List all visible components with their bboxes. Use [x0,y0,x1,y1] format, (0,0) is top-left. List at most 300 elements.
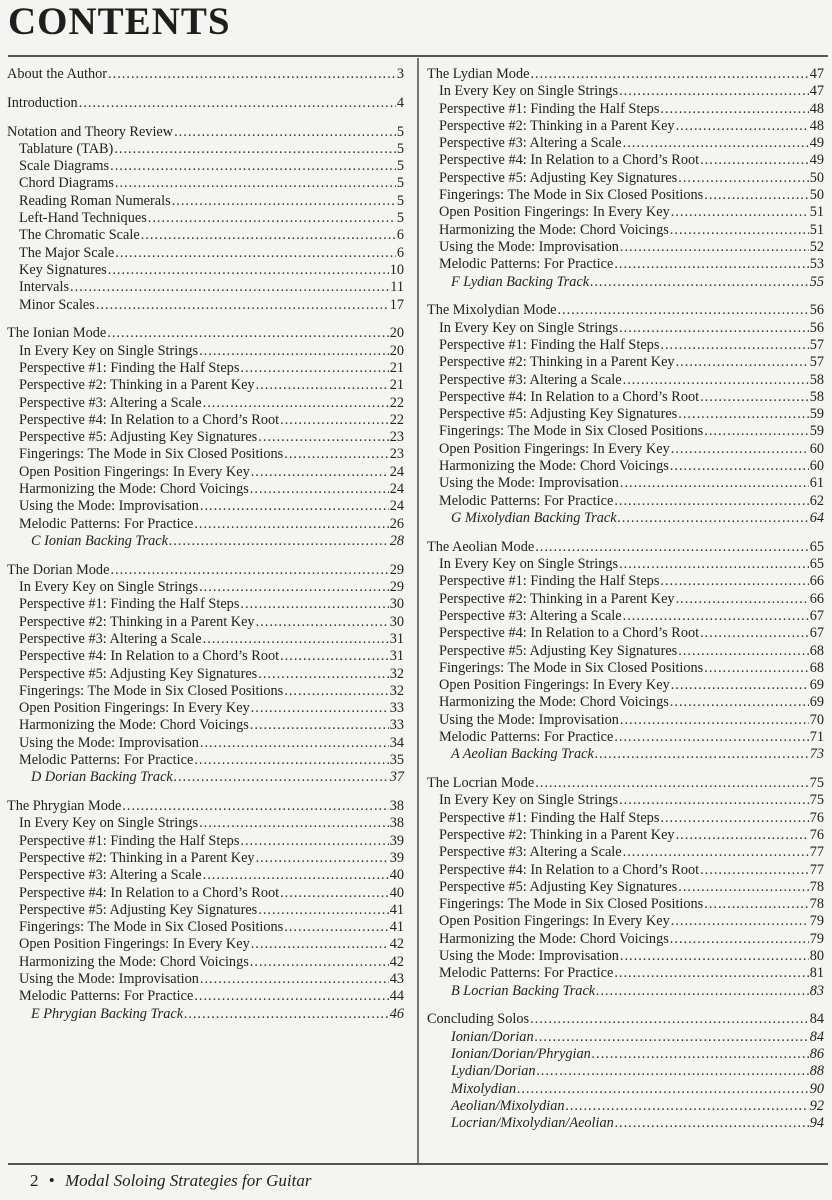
toc-section [427,66,824,291]
dot-leader [670,222,809,239]
toc-entry [7,193,404,210]
dot-leader [671,204,809,221]
dot-leader [592,1046,809,1063]
toc-entry [427,337,824,354]
toc-entry-title: Perspective #1: Finding the Half Steps [19,832,240,849]
dot-leader [619,320,809,337]
dot-leader [700,152,809,169]
toc-entry-title: Concluding Solos [427,1011,530,1028]
toc-page-number: 52 [809,238,824,255]
toc-entry-title: Open Position Fingerings: In Every Key [19,936,250,953]
toc-page-number: 5 [396,123,404,140]
toc-entry-title: C Ionian Backing Track [31,532,168,549]
toc-entry-title: Perspective #1: Finding the Half Steps [19,359,240,376]
page-number: 2 [30,1171,39,1190]
toc-page-number: 33 [389,717,404,734]
toc-page-number: 3 [396,66,404,82]
toc-entry-title: The Major Scale [19,244,115,261]
dot-leader [670,694,809,711]
toc-entry [427,152,824,169]
page-footer [30,1170,311,1192]
toc-heading [7,66,404,83]
toc-entry-title: Perspective #2: Thinking in a Parent Key [19,377,255,394]
dot-leader [700,625,809,642]
toc-entry-title: Melodic Patterns: For Practice [19,751,194,768]
toc-page-number: 38 [389,815,404,832]
toc-page-number: 37 [389,769,404,786]
toc-entry-title: Melodic Patterns: For Practice [439,256,614,273]
toc-entry-title: The Mixolydian Mode [427,302,557,319]
dot-leader [620,475,809,492]
toc-entry-title: In Every Key on Single Strings [19,579,199,596]
toc-entry-title: F Lydian Backing Track [451,273,590,290]
toc-entry-title: Intervals [19,279,70,296]
toc-entry-title: Perspective #1: Finding the Half Steps [439,809,660,826]
toc-entry [7,648,404,665]
toc-entry-title: Melodic Patterns: For Practice [19,988,194,1005]
toc-entry [427,729,824,746]
toc-page-number: 61 [809,475,824,492]
toc-entry-title: Open Position Fingerings: In Every Key [19,700,250,717]
dot-leader [614,965,808,982]
toc-entry [7,717,404,734]
toc-page-number: 29 [389,561,404,578]
toc-page-number: 51 [809,204,824,221]
toc-page-number: 73 [809,746,824,763]
dot-leader [280,648,389,665]
toc-entry [7,700,404,717]
toc-entry [7,971,404,988]
dot-leader [256,377,389,394]
dot-leader [557,302,808,319]
toc-entry-title: Open Position Fingerings: In Every Key [19,463,250,480]
toc-entry [7,614,404,631]
toc-page-number: 65 [809,556,824,573]
toc-page-number: 66 [809,573,824,590]
toc-entry [7,141,404,158]
toc-page-number: 5 [396,158,404,175]
toc-page-number: 5 [396,140,404,157]
dot-leader [108,262,389,279]
toc-page-number: 5 [396,175,404,192]
toc-entry-title: Fingerings: The Mode in Six Closed Positions [439,659,704,676]
toc-heading [7,325,404,342]
toc-track-entry [427,1029,824,1046]
toc-entry-title: Perspective #4: In Relation to a Chord’s Root [439,861,700,878]
toc-section [7,95,404,112]
footer-separator: • [48,1171,55,1190]
toc-entry-title: Melodic Patterns: For Practice [439,728,614,745]
toc-entry [427,83,824,100]
toc-right-column [427,66,824,1144]
dot-leader [623,135,809,152]
toc-entry [7,752,404,769]
toc-page-number: 66 [809,590,824,607]
toc-entry [427,643,824,660]
toc-page-number: 47 [809,66,824,82]
toc-page-number: 84 [809,1028,824,1045]
toc-page-number: 67 [809,625,824,642]
toc-entry [427,475,824,492]
toc-page-number: 11 [390,279,404,296]
toc-entry-title: Perspective #1: Finding the Half Steps [439,100,660,117]
toc-page-number: 86 [809,1046,824,1063]
toc-entry-title: Using the Mode: Improvisation [19,498,199,515]
toc-entry-title: Perspective #5: Adjusting Key Signatures [439,406,678,423]
toc-entry [7,596,404,613]
toc-entry-title: Perspective #1: Finding the Half Steps [19,596,240,613]
toc-page-number: 55 [809,273,824,290]
dot-leader [535,775,809,792]
toc-entry-title: About the Author [7,66,108,82]
toc-page-number: 68 [809,642,824,659]
dot-leader [115,175,396,192]
toc-page-number: 48 [809,100,824,117]
dot-leader [535,1029,809,1046]
dot-leader [250,481,389,498]
toc-entry-title: B Locrian Backing Track [451,982,596,999]
toc-entry-title: Harmonizing the Mode: Chord Voicings [439,458,669,475]
toc-section [7,66,404,83]
dot-leader [70,279,389,296]
toc-entry-title: Fingerings: The Mode in Six Closed Positions [439,423,704,440]
toc-entry [427,862,824,879]
dot-leader [590,274,809,291]
toc-entry-title: Mixolydian [451,1080,517,1097]
toc-entry [7,210,404,227]
dot-leader [660,101,808,118]
toc-entry-title: Open Position Fingerings: In Every Key [439,677,670,694]
toc-page-number: 20 [389,342,404,359]
dot-leader [704,423,808,440]
toc-entry-title: Open Position Fingerings: In Every Key [439,440,670,457]
toc-entry [427,170,824,187]
dot-leader [258,666,388,683]
toc-page-number: 42 [389,953,404,970]
toc-entry-title: Using the Mode: Improvisation [439,238,619,255]
dot-leader [676,118,809,135]
toc-page-number: 64 [809,509,824,526]
toc-page-number: 80 [809,948,824,965]
toc-entry [427,965,824,982]
toc-page-number: 49 [809,152,824,169]
toc-entry-title: Perspective #3: Altering a Scale [439,135,622,152]
toc-entry-title: Harmonizing the Mode: Chord Voicings [439,221,669,238]
toc-entry-title: Harmonizing the Mode: Chord Voicings [19,953,249,970]
toc-entry [427,458,824,475]
toc-entry-title: Introduction [7,94,78,111]
dot-leader [530,1011,809,1028]
toc-entry [7,175,404,192]
toc-entry-title: Perspective #3: Altering a Scale [439,844,622,861]
dot-leader [618,510,809,527]
dot-leader [250,954,389,971]
toc-entry-title: Perspective #4: In Relation to a Chord’s Root [19,884,280,901]
toc-section [427,539,824,764]
toc-page-number: 39 [389,832,404,849]
toc-section [7,124,404,314]
dot-leader [203,395,389,412]
toc-entry [427,372,824,389]
toc-entry-title: The Phrygian Mode [7,798,122,815]
toc-entry [427,406,824,423]
toc-entry [7,683,404,700]
dot-leader [108,66,396,83]
dot-leader [200,735,389,752]
toc-entry [427,204,824,221]
toc-entry [7,631,404,648]
toc-page-number: 76 [809,809,824,826]
toc-entry [7,954,404,971]
toc-page-number: 75 [809,775,824,792]
toc-entry-title: Harmonizing the Mode: Chord Voicings [19,717,249,734]
toc-entry [427,712,824,729]
toc-entry-title: Perspective #2: Thinking in a Parent Key [439,354,675,371]
toc-section [427,775,824,1000]
toc-page-number: 77 [809,861,824,878]
toc-entry-title: Fingerings: The Mode in Six Closed Positions [439,896,704,913]
toc-entry-title: In Every Key on Single Strings [439,319,619,336]
toc-entry-title: The Lydian Mode [427,66,530,82]
toc-page-number: 5 [396,210,404,227]
dot-leader [704,187,808,204]
toc-page-number: 24 [389,463,404,480]
toc-page-number: 29 [389,579,404,596]
toc-page-number: 57 [809,354,824,371]
toc-track-entry [427,983,824,1000]
dot-leader [280,412,389,429]
toc-page-number: 42 [389,936,404,953]
toc-entry-title: Perspective #3: Altering a Scale [439,371,622,388]
dot-leader [250,717,389,734]
dot-leader [174,124,396,141]
dot-leader [678,879,808,896]
dot-leader [203,631,389,648]
toc-entry [427,573,824,590]
toc-entry [7,919,404,936]
column-divider [417,58,419,1163]
toc-entry-title: E Phrygian Backing Track [31,1005,184,1022]
toc-entry-title: D Dorian Backing Track [31,769,173,786]
dot-leader [256,850,389,867]
dot-leader [671,913,809,930]
dot-leader [199,579,389,596]
toc-page-number: 38 [389,798,404,815]
toc-entry [427,844,824,861]
dot-leader [79,95,396,112]
toc-entry [7,262,404,279]
toc-page-number: 60 [809,458,824,475]
toc-entry-title: Harmonizing the Mode: Chord Voicings [439,930,669,947]
toc-entry [7,867,404,884]
toc-entry-title: Perspective #2: Thinking in a Parent Key [19,613,255,630]
toc-entry [7,429,404,446]
toc-entry [427,792,824,809]
toc-entry-title: In Every Key on Single Strings [439,556,619,573]
toc-entry [427,677,824,694]
toc-entry [427,931,824,948]
toc-page-number: 46 [389,1005,404,1022]
toc-entry-title: The Chromatic Scale [19,227,140,244]
dot-leader [700,389,809,406]
toc-page-number: 57 [809,336,824,353]
toc-entry-title: Perspective #5: Adjusting Key Signatures [439,169,678,186]
toc-entry-title: Ionian/Dorian/Phrygian [451,1046,591,1063]
toc-entry-title: Reading Roman Numerals [19,192,171,209]
dot-leader [284,446,388,463]
dot-leader [169,533,389,550]
dot-leader [194,516,388,533]
toc-entry [7,245,404,262]
toc-page-number: 88 [809,1063,824,1080]
toc-track-entry [427,510,824,527]
toc-entry-title: Using the Mode: Improvisation [439,948,619,965]
toc-entry-title: Locrian/Mixolydian/Aeolian [451,1115,614,1132]
dot-leader [141,227,396,244]
toc-page-number: 76 [809,826,824,843]
toc-page-number: 77 [809,844,824,861]
toc-entry [427,913,824,930]
toc-entry [7,988,404,1005]
toc-page-number: 30 [389,596,404,613]
toc-page-number: 84 [809,1011,824,1028]
toc-entry [7,412,404,429]
toc-track-entry [427,1063,824,1080]
toc-page-number: 48 [809,117,824,134]
toc-entry [427,948,824,965]
toc-page-number: 22 [389,411,404,428]
toc-track-entry [7,769,404,786]
toc-entry [7,279,404,296]
toc-entry [7,227,404,244]
dot-leader [107,325,388,342]
dot-leader [122,798,388,815]
toc-entry-title: Perspective #3: Altering a Scale [19,394,202,411]
toc-page-number: 69 [809,677,824,694]
toc-entry-title: Melodic Patterns: For Practice [439,965,614,982]
dot-leader [96,297,389,314]
toc-page-number: 5 [396,192,404,209]
toc-entry [7,885,404,902]
dot-leader [251,936,389,953]
toc-entry-title: Tablature (TAB) [19,140,114,157]
toc-page-number: 24 [389,498,404,515]
toc-entry-title: Using the Mode: Improvisation [19,734,199,751]
dot-leader [148,210,396,227]
toc-entry-title: Perspective #5: Adjusting Key Signatures [19,901,258,918]
toc-page-number: 28 [389,532,404,549]
toc-page-number: 56 [809,319,824,336]
toc-page-number: 94 [809,1115,824,1132]
dot-leader [258,429,388,446]
toc-entry [7,936,404,953]
title-rule [8,55,828,57]
toc-section [427,302,824,527]
toc-page-number: 21 [389,359,404,376]
toc-entry-title: Open Position Fingerings: In Every Key [439,204,670,221]
toc-page-number: 17 [389,296,404,313]
toc-page-number: 78 [809,878,824,895]
dot-leader [678,643,808,660]
toc-entry [427,625,824,642]
toc-page-number: 41 [389,919,404,936]
toc-track-entry [427,1081,824,1098]
toc-page-number: 56 [809,302,824,319]
dot-leader [172,193,396,210]
dot-leader [620,948,809,965]
toc-page-number: 78 [809,896,824,913]
toc-entry-title: Perspective #5: Adjusting Key Signatures [439,878,678,895]
dot-leader [620,239,809,256]
toc-entry [427,441,824,458]
toc-entry-title: Perspective #5: Adjusting Key Signatures [19,429,258,446]
toc-entry [7,579,404,596]
dot-leader [596,983,809,1000]
toc-entry-title: Perspective #2: Thinking in a Parent Key [439,117,675,134]
toc-entry-title: In Every Key on Single Strings [439,792,619,809]
toc-entry-title: Scale Diagrams [19,158,110,175]
dot-leader [623,608,809,625]
dot-leader [194,988,388,1005]
dot-leader [619,556,809,573]
toc-entry-title: Perspective #4: In Relation to a Chord’s Root [439,152,700,169]
toc-page-number: 59 [809,406,824,423]
dot-leader [199,815,389,832]
toc-page-number: 26 [389,515,404,532]
toc-entry [427,389,824,406]
toc-page-number: 23 [389,429,404,446]
toc-page-number: 59 [809,423,824,440]
dot-leader [595,746,809,763]
dot-leader [660,810,808,827]
dot-leader [184,1006,389,1023]
dot-leader [678,170,808,187]
dot-leader [670,458,809,475]
toc-page-number: 62 [809,492,824,509]
toc-entry-title: Left-Hand Techniques [19,210,147,227]
dot-leader [620,712,809,729]
toc-entry-title: Using the Mode: Improvisation [439,711,619,728]
toc-entry-title: Perspective #4: In Relation to a Chord’s Root [19,648,280,665]
toc-page-number: 47 [809,83,824,100]
toc-page-number: 60 [809,440,824,457]
toc-page-number: 31 [389,648,404,665]
dot-leader [251,700,389,717]
toc-entry-title: Perspective #5: Adjusting Key Signatures [19,665,258,682]
toc-page-number: 50 [809,187,824,204]
dot-leader [704,896,808,913]
toc-entry-title: Lydian/Dorian [451,1063,536,1080]
toc-entry [427,256,824,273]
toc-entry-title: Harmonizing the Mode: Chord Voicings [439,694,669,711]
toc-page-number: 70 [809,711,824,728]
toc-entry-title: Fingerings: The Mode in Six Closed Positions [19,446,284,463]
toc-entry-title: The Locrian Mode [427,775,535,792]
dot-leader [258,902,388,919]
toc-page-number: 41 [389,901,404,918]
dot-leader [670,931,809,948]
dot-leader [671,441,809,458]
toc-entry [7,735,404,752]
toc-section [7,798,404,1023]
toc-entry-title: Perspective #3: Altering a Scale [19,630,202,647]
toc-entry [427,556,824,573]
toc-entry-title: Perspective #4: In Relation to a Chord’s Root [439,388,700,405]
toc-entry-title: Using the Mode: Improvisation [19,971,199,988]
toc-entry-title: A Aeolian Backing Track [451,746,594,763]
dot-leader [535,539,809,556]
toc-entry-title: In Every Key on Single Strings [19,815,199,832]
